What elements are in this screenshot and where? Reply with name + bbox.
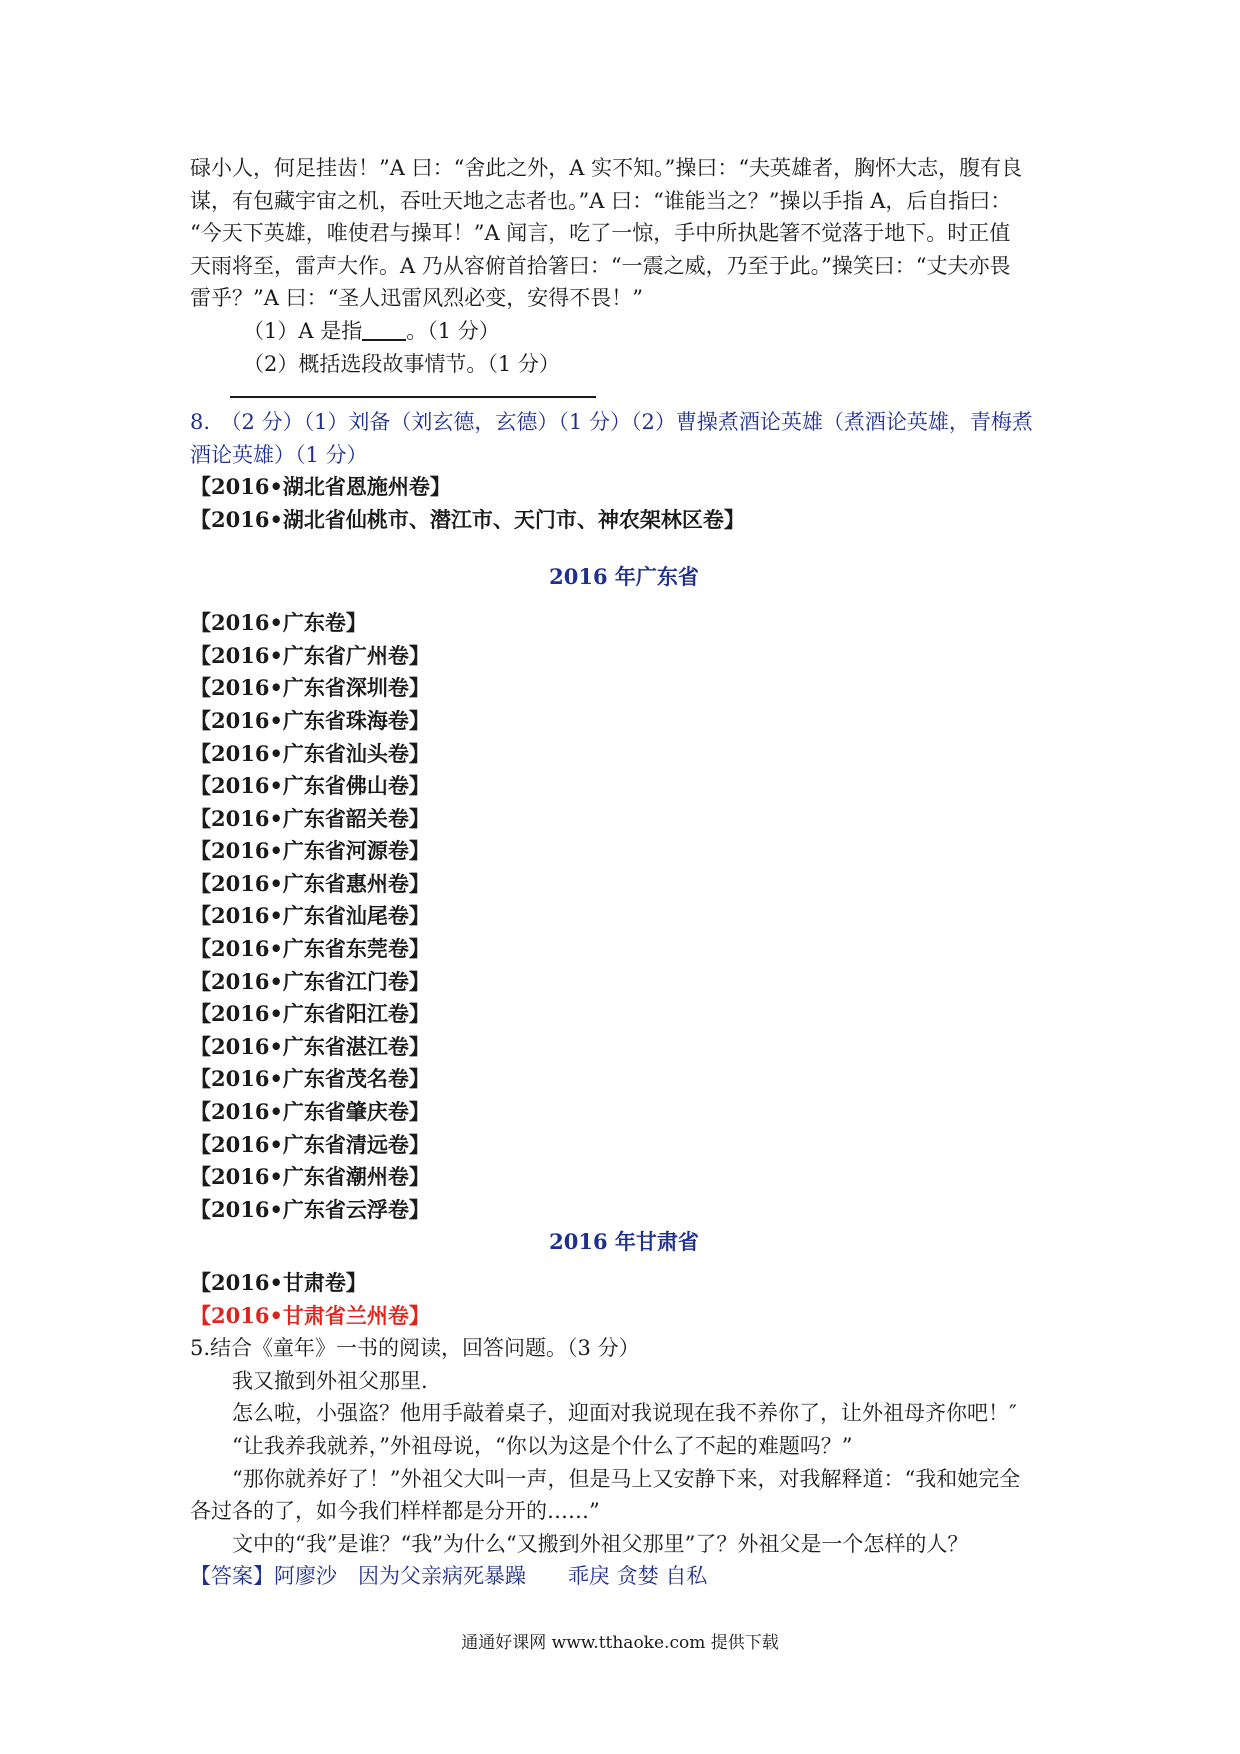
source-item-lanzhou: 【2016•甘肃省兰州卷】: [190, 1302, 430, 1328]
source-item-hubei: 【2016•湖北省仙桃市、潜江市、天门市、神农架林区卷】: [190, 506, 745, 532]
source-item-guangdong: 【2016•广东省肇庆卷】: [190, 1099, 430, 1125]
separator-rule: [230, 396, 596, 398]
spacer: [190, 537, 1058, 561]
question-5-answer: 【答案】阿廖沙 因为父亲病死暴躁 乖戾 贪婪 自私: [190, 1564, 708, 1589]
question-1-suffix: 。（1 分）: [406, 318, 500, 343]
excerpt-line: 怎么啦，小强盗？他用手敲着桌子，迎面对我说现在我不养你了，让外祖母齐你吧！″: [232, 1401, 1017, 1426]
excerpt-line: “让我养我就养，”外祖母说，“你以为这是个什么了不起的难题吗？”: [232, 1433, 853, 1458]
page-content: [190, 152, 1058, 1593]
source-item-hubei: 【2016•湖北省恩施州卷】: [190, 474, 451, 500]
excerpt-paragraph-line1: “那你就养好了！”外祖父大叫一声，但是马上又安静下来，对我解释道：“我和她完全: [232, 1466, 1021, 1491]
source-item-guangdong: 【2016•广东省广州卷】: [190, 642, 430, 668]
source-item-guangdong: 【2016•广东省汕尾卷】: [190, 903, 430, 929]
section-heading-gansu: 2016 年甘肃省: [549, 1229, 699, 1255]
source-item-guangdong: 【2016•广东省深圳卷】: [190, 675, 430, 701]
source-item-guangdong: 【2016•广东省珠海卷】: [190, 707, 430, 733]
source-item-guangdong: 【2016•广东省汕头卷】: [190, 740, 430, 766]
page-footer: 通通好课网 www.tthaoke.com 提供下载: [461, 1633, 779, 1653]
passage-line: 碌小人，何足挂齿！”A 曰：“舍此之外，A 实不知。”操曰：“夫英雄者，胸怀大志，腹有良: [190, 156, 1023, 180]
source-item-guangdong: 【2016•广东省阳江卷】: [190, 1001, 430, 1027]
source-item-guangdong: 【2016•广东省湛江卷】: [190, 1033, 430, 1059]
passage-line: “今天下英雄，唯使君与操耳！”A 闻言，吃了一惊，手中所执匙箸不觉落于地下。时正值: [190, 221, 1011, 246]
source-item-guangdong: 【2016•广东省潮州卷】: [190, 1164, 430, 1190]
spacer: [190, 593, 1058, 607]
question-2: （2）概括选段故事情节。（1 分）: [243, 351, 560, 376]
section-heading-guangdong: 2016 年广东省: [549, 563, 699, 589]
excerpt-line: 我又撤到外祖父那里.: [232, 1368, 428, 1393]
source-item-guangdong: 【2016•广东省清远卷】: [190, 1131, 430, 1157]
answer-8-line2: 酒论英雄）（1 分）: [190, 442, 368, 467]
source-item-guangdong: 【2016•广东省韶关卷】: [190, 805, 430, 831]
source-item-gansu: 【2016•甘肃卷】: [190, 1270, 367, 1295]
source-item-guangdong: 【2016•广东省惠州卷】: [190, 870, 430, 896]
source-item-guangdong: 【2016•广东省云浮卷】: [190, 1196, 430, 1222]
guangdong-list: [190, 607, 1058, 1226]
source-item-guangdong: 【2016•广东省东莞卷】: [190, 936, 430, 962]
excerpt-paragraph-line2: 各过各的了，如今我们样样都是分开的……”: [190, 1499, 600, 1524]
passage-line: 天雨将至，雷声大作。A 乃从容俯首拾箸曰：“一震之威，乃至于此。”操笑曰：“丈夫亦畏: [190, 253, 1011, 278]
answer-8-line1: 8. （2 分）（1）刘备（刘玄德，玄德）（1 分）（2）曹操煮酒论英雄（煮酒论英雄，青梅煮: [190, 410, 1033, 435]
question-5-title: 5.结合《童年》一书的阅读，回答问题。（3 分）: [190, 1336, 640, 1361]
source-item-guangdong: 【2016•广东卷】: [190, 610, 367, 636]
source-item-guangdong: 【2016•广东省茂名卷】: [190, 1066, 430, 1092]
spacer: [190, 1259, 1058, 1267]
source-item-guangdong: 【2016•广东省河源卷】: [190, 838, 430, 864]
passage-line: 谋，有包藏宇宙之机，吞吐天地之志者也。”A 曰：“谁能当之？”操以手指 A，后自指曰：: [190, 188, 1012, 213]
question-1: [190, 315, 1058, 348]
source-item-guangdong: 【2016•广东省佛山卷】: [190, 773, 430, 799]
question-5-prompt: 文中的“我”是谁？“我”为什么“又搬到外祖父那里”了？外祖父是一个怎样的人？: [232, 1531, 969, 1556]
source-item-guangdong: 【2016•广东省江门卷】: [190, 968, 430, 994]
passage-line: 雷乎？”A 曰：“圣人迅雷风烈必变，安得不畏！”: [190, 286, 644, 311]
answer-blank: [362, 319, 406, 341]
question-1-prefix: （1）A 是指: [243, 318, 363, 343]
